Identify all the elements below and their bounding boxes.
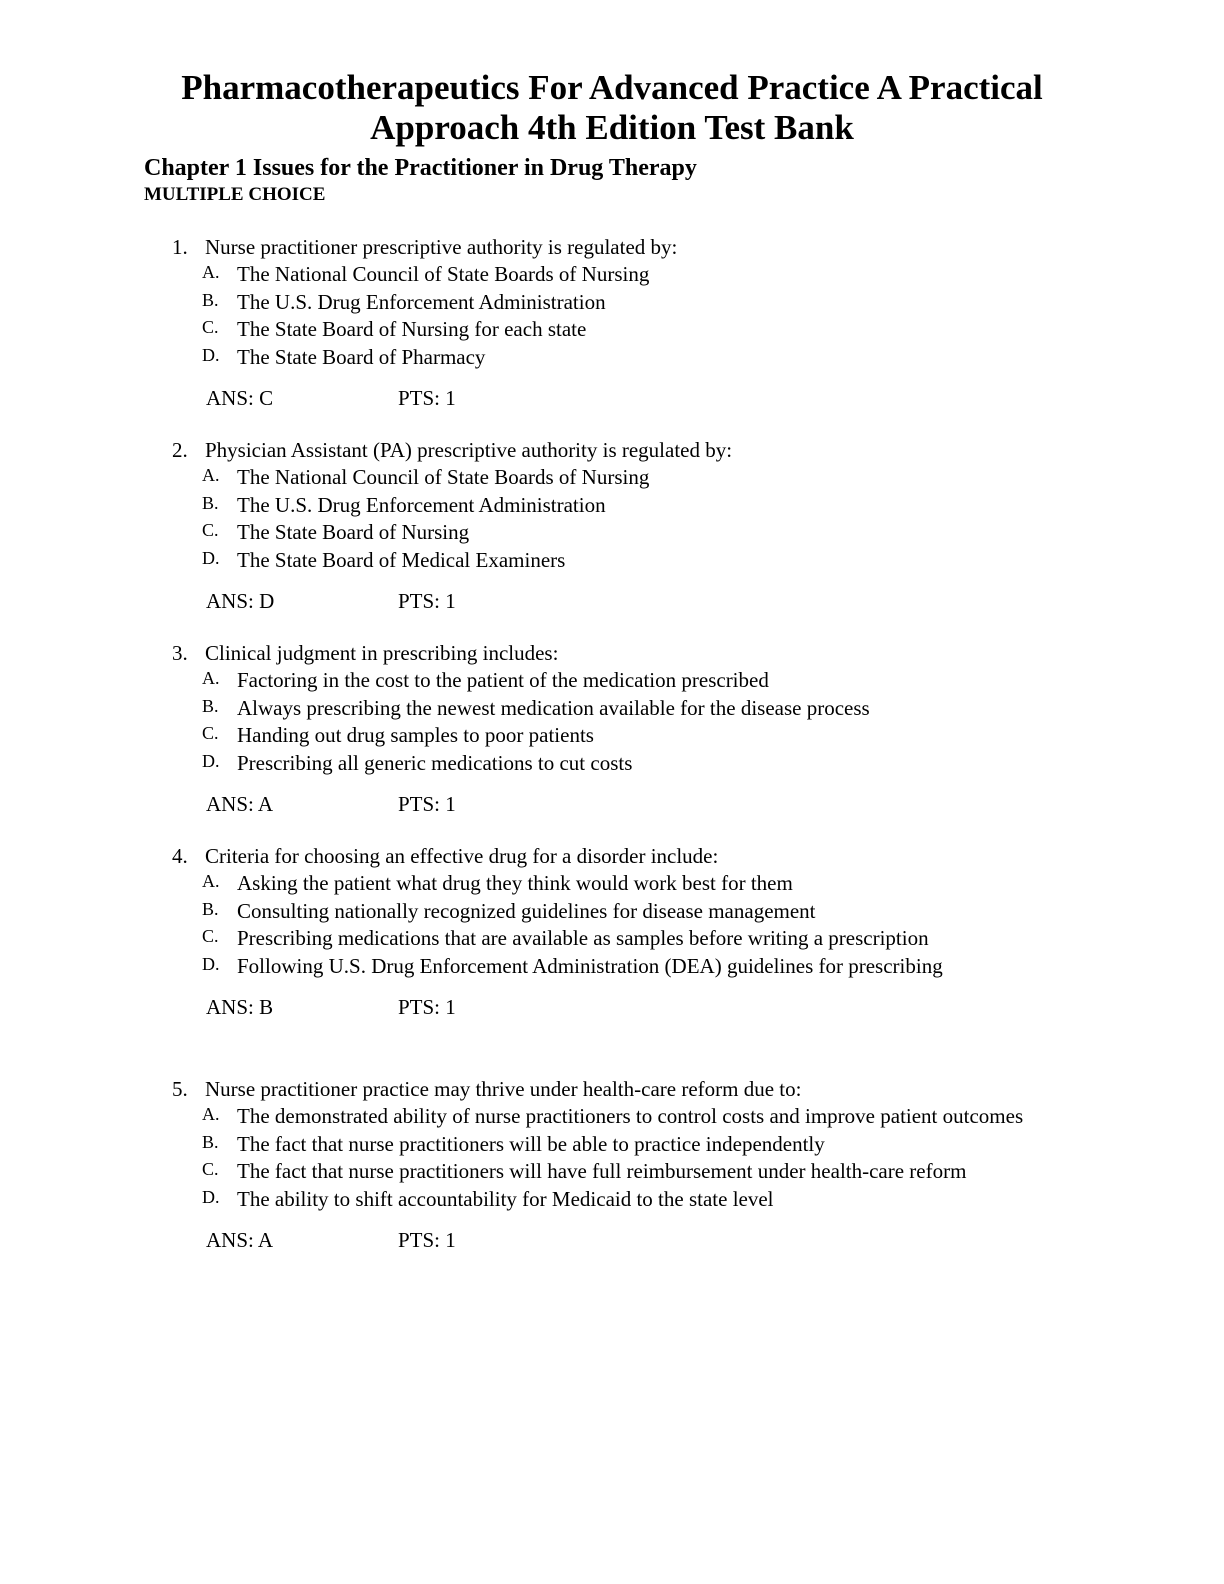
answer-option	[172, 898, 1037, 926]
answer-option	[172, 519, 1037, 547]
points-value: PTS: 1	[398, 995, 456, 1019]
option-text: Factoring in the cost to the patient of the medication prescribed	[237, 668, 769, 692]
answer-option	[172, 1158, 1037, 1186]
answer-option	[172, 1103, 1037, 1131]
question-block	[172, 1076, 1037, 1254]
answer-option	[172, 722, 1037, 750]
question-block	[172, 437, 1037, 615]
title-line-1: Pharmacotherapeutics For Advanced Practice A Practical	[181, 68, 1043, 107]
answer-option	[172, 925, 1037, 953]
answer-key	[172, 1227, 1037, 1254]
question-text: Clinical judgment in prescribing includes:	[205, 641, 559, 665]
question-number: 2.	[172, 438, 188, 462]
answer-option	[172, 261, 1037, 289]
option-letter: B.	[202, 1131, 219, 1152]
answer-key	[172, 588, 1037, 615]
option-text: The National Council of State Boards of Nursing	[237, 465, 650, 489]
answer-option	[172, 1186, 1037, 1214]
option-letter: B.	[202, 695, 219, 716]
option-letter: D.	[202, 547, 220, 568]
option-text: The State Board of Nursing	[237, 520, 470, 544]
option-letter: C.	[202, 926, 219, 946]
option-letter: C.	[202, 1159, 219, 1179]
option-letter: C.	[202, 520, 219, 540]
question-text: Nurse practitioner prescriptive authority is regulated by:	[205, 235, 678, 259]
answer-key	[172, 385, 1037, 412]
question-number: 3.	[172, 641, 188, 665]
option-text: Prescribing medications that are available as samples before writing a prescription	[237, 926, 929, 950]
question-number: 5.	[172, 1077, 188, 1101]
option-text: Asking the patient what drug they think would work best for them	[237, 871, 793, 895]
option-text: The fact that nurse practitioners will have full reimbursement under health-care reform	[237, 1159, 967, 1183]
points-value: PTS: 1	[398, 1228, 456, 1252]
answer-key	[172, 994, 1037, 1021]
question-stem	[172, 437, 1037, 464]
option-text: The ability to shift accountability for Medicaid to the state level	[237, 1186, 774, 1211]
option-letter: C.	[202, 317, 219, 337]
answer-value: ANS: A	[206, 1228, 274, 1252]
title-line-2: Approach 4th Edition Test Bank	[370, 108, 854, 147]
option-text: Consulting nationally recognized guidelines for disease management	[237, 898, 816, 923]
question-stem	[172, 843, 1037, 870]
question-text: Criteria for choosing an effective drug for a disorder include:	[205, 844, 719, 868]
option-text: The State Board of Medical Examiners	[237, 547, 566, 572]
points-value: PTS: 1	[398, 792, 456, 816]
question-number: 1.	[172, 235, 188, 259]
answer-value: ANS: A	[206, 792, 274, 816]
question-block	[172, 640, 1037, 818]
option-letter: A.	[202, 262, 220, 282]
question-block	[172, 843, 1037, 1021]
document-title	[0, 68, 1224, 148]
question-number: 4.	[172, 844, 188, 868]
question-stem	[172, 1076, 1037, 1103]
answer-option	[172, 316, 1037, 344]
option-text: The U.S. Drug Enforcement Administration	[237, 289, 606, 314]
option-letter: D.	[202, 953, 220, 974]
answer-option	[172, 750, 1037, 778]
answer-key	[172, 791, 1037, 818]
option-text: Handing out drug samples to poor patients	[237, 723, 594, 747]
option-letter: C.	[202, 723, 219, 743]
option-text: The State Board of Nursing for each state	[237, 317, 587, 341]
answer-option	[172, 1131, 1037, 1159]
option-text: Prescribing all generic medications to cut costs	[237, 750, 633, 775]
answer-option	[172, 547, 1037, 575]
option-letter: A.	[202, 1104, 220, 1124]
option-letter: B.	[202, 492, 219, 513]
option-letter: A.	[202, 668, 220, 688]
answer-option	[172, 667, 1037, 695]
option-text: The U.S. Drug Enforcement Administration	[237, 492, 606, 517]
answer-option	[172, 344, 1037, 372]
answer-value: ANS: C	[206, 386, 274, 410]
option-letter: D.	[202, 750, 220, 771]
option-text: The State Board of Pharmacy	[237, 344, 486, 369]
answer-option	[172, 289, 1037, 317]
option-text: The fact that nurse practitioners will be able to practice independently	[237, 1131, 825, 1156]
question-stem	[172, 640, 1037, 667]
answer-option	[172, 953, 1037, 981]
option-text: Following U.S. Drug Enforcement Administration (DEA) guidelines for prescribing	[237, 953, 943, 978]
option-letter: D.	[202, 1186, 220, 1207]
answer-option	[172, 492, 1037, 520]
answer-value: ANS: B	[206, 995, 274, 1019]
points-value: PTS: 1	[398, 589, 456, 613]
option-letter: B.	[202, 289, 219, 310]
question-stem	[172, 234, 1037, 261]
option-text: Always prescribing the newest medication available for the disease process	[237, 695, 870, 720]
option-text: The demonstrated ability of nurse practitioners to control costs and improve patient outcomes	[237, 1104, 1024, 1128]
option-letter: A.	[202, 871, 220, 891]
answer-value: ANS: D	[206, 589, 275, 613]
chapter-heading: Chapter 1 Issues for the Practitioner in Drug Therapy	[144, 155, 697, 181]
answer-option	[172, 464, 1037, 492]
answer-option	[172, 870, 1037, 898]
points-value: PTS: 1	[398, 386, 456, 410]
question-text: Nurse practitioner practice may thrive under health-care reform due to:	[205, 1077, 802, 1101]
option-text: The National Council of State Boards of Nursing	[237, 262, 650, 286]
question-block	[172, 234, 1037, 412]
option-letter: D.	[202, 344, 220, 365]
option-letter: A.	[202, 465, 220, 485]
section-heading: MULTIPLE CHOICE	[144, 184, 326, 205]
question-text: Physician Assistant (PA) prescriptive authority is regulated by:	[205, 438, 733, 462]
option-letter: B.	[202, 898, 219, 919]
answer-option	[172, 695, 1037, 723]
